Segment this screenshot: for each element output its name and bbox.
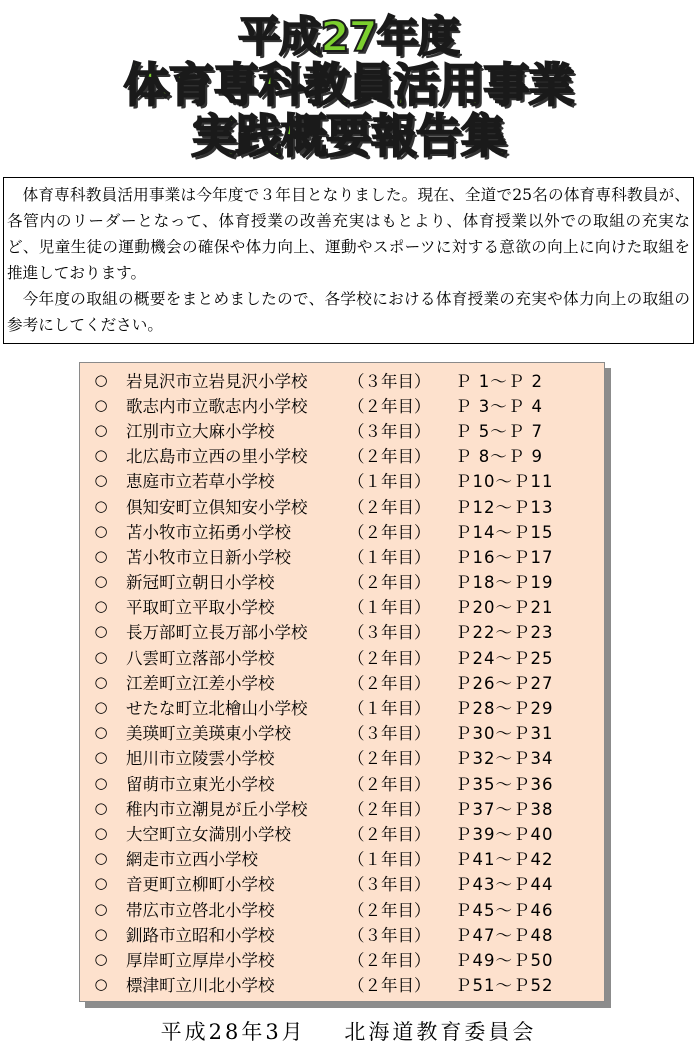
toc-school-name: 長万部町立長万部小学校 — [126, 623, 308, 643]
bullet-circle-icon: ○ — [94, 370, 108, 389]
toc-school-name: 江別市立大麻小学校 — [126, 421, 275, 441]
toc-page-range: Ｐ43～Ｐ44 — [455, 875, 554, 895]
toc-school-name: 苫小牧市立日新小学校 — [126, 547, 291, 567]
toc-page-range: Ｐ39～Ｐ40 — [455, 824, 554, 844]
bullet-circle-icon: ○ — [94, 773, 108, 792]
bullet-circle-icon: ○ — [94, 723, 108, 742]
toc-page-range: Ｐ35～Ｐ36 — [455, 774, 554, 794]
bullet-circle-icon: ○ — [94, 395, 108, 414]
toc-row — [80, 569, 604, 594]
bullet-circle-icon: ○ — [94, 572, 108, 591]
bullet-circle-icon: ○ — [94, 597, 108, 616]
toc-year: （１年目） — [348, 547, 431, 567]
toc-year: （２年目） — [348, 976, 431, 996]
bullet-circle-icon: ○ — [94, 647, 108, 666]
toc-school-name: 大空町立女満別小学校 — [126, 824, 291, 844]
title-line-year: 平成27年度 — [238, 12, 459, 61]
toc-page-range: Ｐ32～Ｐ34 — [455, 749, 554, 769]
toc-year: （１年目） — [348, 598, 431, 618]
toc-school-name: せたな町立北檜山小学校 — [126, 699, 308, 719]
bullet-circle-icon: ○ — [94, 672, 108, 691]
toc-year: （２年目） — [348, 749, 431, 769]
toc-school-name: 留萌市立東光小学校 — [126, 774, 275, 794]
toc-row — [80, 367, 604, 392]
intro-paragraph-1: 体育専科教員活用事業は今年度で３年目となりました。現在、全道で25名の体育専科教員が、各管内のリーダーとなって、体育授業の改善充実はもとより、体育授業以外での取組の充実など、児童生徒の運動機会の確保や体力向上、運動やスポーツに対する意欲の向上に向けた取組を推進しております。 — [7, 186, 690, 282]
report-title — [0, 14, 697, 161]
toc-year: （２年目） — [348, 950, 431, 970]
toc-page-range: Ｐ49～Ｐ50 — [455, 950, 554, 970]
bullet-circle-icon: ○ — [94, 924, 108, 943]
toc-year: （２年目） — [348, 573, 431, 593]
toc-year: （２年目） — [348, 648, 431, 668]
toc-school-name: 岩見沢市立岩見沢小学校 — [126, 371, 308, 391]
toc-row — [80, 795, 604, 820]
toc-school-name: 八雲町立落部小学校 — [126, 648, 275, 668]
toc-page-range: Ｐ26～Ｐ27 — [455, 673, 554, 693]
toc-row — [80, 946, 604, 971]
toc-page-range: Ｐ20～Ｐ21 — [455, 598, 554, 618]
toc-row — [80, 694, 604, 719]
bullet-circle-icon: ○ — [94, 798, 108, 817]
toc-page-range: Ｐ 5～Ｐ 7 — [455, 421, 543, 441]
toc-school-name: 美瑛町立美瑛東小学校 — [126, 724, 291, 744]
toc-row — [80, 669, 604, 694]
bullet-circle-icon: ○ — [94, 823, 108, 842]
bullet-circle-icon: ○ — [94, 496, 108, 515]
toc-row — [80, 619, 604, 644]
toc-school-name: 厚岸町立厚岸小学校 — [126, 950, 275, 970]
bullet-circle-icon: ○ — [94, 521, 108, 540]
toc-row — [80, 846, 604, 871]
toc-school-name: 釧路市立昭和小学校 — [126, 925, 275, 945]
toc-page-range: Ｐ14～Ｐ15 — [455, 522, 554, 542]
bullet-circle-icon: ○ — [94, 471, 108, 490]
intro-paragraph-2: 今年度の取組の概要をまとめましたので、各学校における体育授業の充実や体力向上の取組の参考にしてください。 — [7, 290, 690, 334]
toc-page-range: Ｐ30～Ｐ31 — [455, 724, 554, 744]
toc-row — [80, 871, 604, 896]
toc-school-name: 苫小牧市立拓勇小学校 — [126, 522, 291, 542]
toc-page-range: Ｐ10～Ｐ11 — [455, 472, 554, 492]
toc-page-range: Ｐ41～Ｐ42 — [455, 850, 554, 870]
toc-page-range: Ｐ51～Ｐ52 — [455, 976, 554, 996]
toc-year: （２年目） — [348, 774, 431, 794]
toc-page-range: Ｐ 8～Ｐ 9 — [455, 447, 543, 467]
toc-school-name: 網走市立西小学校 — [126, 850, 258, 870]
bullet-circle-icon: ○ — [94, 546, 108, 565]
toc-school-name: 新冠町立朝日小学校 — [126, 573, 275, 593]
toc-page-range: Ｐ16～Ｐ17 — [455, 547, 554, 567]
toc-page-range: Ｐ12～Ｐ13 — [455, 497, 554, 517]
toc-row — [80, 443, 604, 468]
bullet-circle-icon: ○ — [94, 420, 108, 439]
toc-page-range: Ｐ18～Ｐ19 — [455, 573, 554, 593]
bullet-circle-icon: ○ — [94, 949, 108, 968]
toc-year: （２年目） — [348, 824, 431, 844]
toc-page-range: Ｐ37～Ｐ38 — [455, 799, 554, 819]
title-line-project: 体育専科教員活用事業 — [123, 58, 574, 113]
toc-row — [80, 518, 604, 543]
bullet-circle-icon: ○ — [94, 849, 108, 868]
toc-year: （３年目） — [348, 925, 431, 945]
toc-row — [80, 417, 604, 442]
toc-row — [80, 543, 604, 568]
toc-school-name: 音更町立柳町小学校 — [126, 875, 275, 895]
bullet-circle-icon: ○ — [94, 446, 108, 465]
bullet-circle-icon: ○ — [94, 899, 108, 918]
bullet-circle-icon: ○ — [94, 748, 108, 767]
intro-box — [3, 177, 694, 344]
toc-row — [80, 770, 604, 795]
toc-year: （２年目） — [348, 522, 431, 542]
toc-year: （３年目） — [348, 875, 431, 895]
toc-row — [80, 644, 604, 669]
toc-page-range: Ｐ45～Ｐ46 — [455, 900, 554, 920]
toc-school-name: 帯広市立啓北小学校 — [126, 900, 275, 920]
toc-year: （１年目） — [348, 472, 431, 492]
table-of-contents — [79, 362, 605, 1002]
toc-row — [80, 594, 604, 619]
toc-row — [80, 745, 604, 770]
toc-page-range: Ｐ 1～Ｐ 2 — [455, 371, 543, 391]
publication-date: 平成28年3月 — [160, 1020, 306, 1044]
toc-year: （２年目） — [348, 900, 431, 920]
toc-year: （１年目） — [348, 699, 431, 719]
toc-row — [80, 392, 604, 417]
toc-page-range: Ｐ47～Ｐ48 — [455, 925, 554, 945]
toc-row — [80, 468, 604, 493]
toc-school-name: 稚内市立潮見が丘小学校 — [126, 799, 308, 819]
toc-row — [80, 493, 604, 518]
toc-school-name: 旭川市立陵雲小学校 — [126, 749, 275, 769]
toc-row — [80, 896, 604, 921]
toc-school-name: 歌志内市立歌志内小学校 — [126, 396, 308, 416]
footer — [0, 1016, 697, 1046]
toc-year: （３年目） — [348, 421, 431, 441]
toc-page-range: Ｐ22～Ｐ23 — [455, 623, 554, 643]
toc-year: （２年目） — [348, 447, 431, 467]
toc-year: （２年目） — [348, 497, 431, 517]
publisher-name: 北海道教育委員会 — [344, 1020, 537, 1044]
toc-row — [80, 820, 604, 845]
toc-row — [80, 720, 604, 745]
toc-year: （２年目） — [348, 799, 431, 819]
toc-year: （２年目） — [348, 396, 431, 416]
toc-school-name: 標津町立川北小学校 — [126, 976, 275, 996]
toc-year: （２年目） — [348, 673, 431, 693]
toc-page-range: Ｐ28～Ｐ29 — [455, 699, 554, 719]
toc-page-range: Ｐ24～Ｐ25 — [455, 648, 554, 668]
toc-school-name: 恵庭市立若草小学校 — [126, 472, 275, 492]
toc-year: （３年目） — [348, 623, 431, 643]
toc-school-name: 倶知安町立倶知安小学校 — [126, 497, 308, 517]
bullet-circle-icon: ○ — [94, 698, 108, 717]
toc-school-name: 江差町立江差小学校 — [126, 673, 275, 693]
bullet-circle-icon: ○ — [94, 975, 108, 994]
toc-school-name: 北広島市立西の里小学校 — [126, 447, 308, 467]
toc-year: （３年目） — [348, 371, 431, 391]
toc-year: （３年目） — [348, 724, 431, 744]
bullet-circle-icon: ○ — [94, 622, 108, 641]
toc-year: （１年目） — [348, 850, 431, 870]
toc-school-name: 平取町立平取小学校 — [126, 598, 275, 618]
toc-page-range: Ｐ 3～Ｐ 4 — [455, 396, 543, 416]
toc-row — [80, 921, 604, 946]
toc-row — [80, 972, 604, 997]
bullet-circle-icon: ○ — [94, 874, 108, 893]
title-line-collection: 実践概要報告集 — [191, 108, 506, 163]
